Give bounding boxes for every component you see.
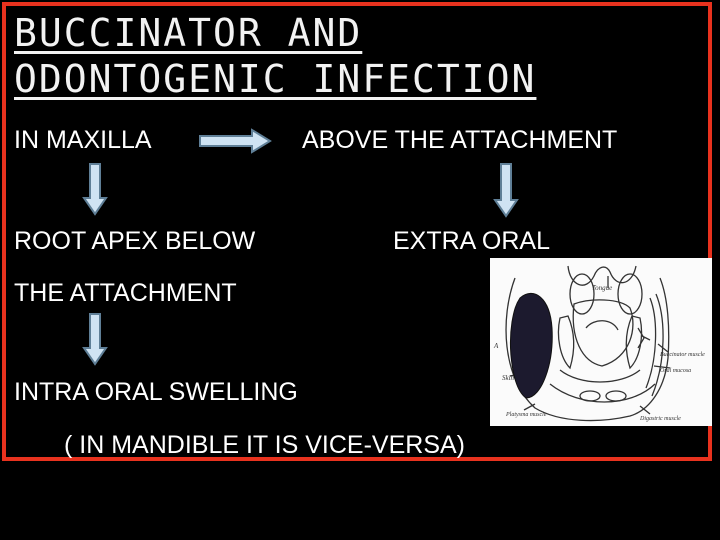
text-root-apex-below: ROOT APEX BELOW xyxy=(14,227,256,255)
slide-title xyxy=(14,10,536,102)
label-buccinator: Buccinator muscle xyxy=(660,352,705,358)
text-mandible-note: ( IN MANDIBLE IT IS VICE-VERSA) xyxy=(64,431,466,459)
down-arrow-icon-maxilla xyxy=(82,162,108,216)
text-above-attachment: ABOVE THE ATTACHMENT xyxy=(302,126,618,154)
abscess-shape xyxy=(511,293,553,398)
text-the-attachment: THE ATTACHMENT xyxy=(14,279,237,307)
title-line-1: BUCCINATOR AND xyxy=(14,11,363,55)
label-tongue: Tongue xyxy=(591,284,613,292)
buccinator-cross-section-figure xyxy=(490,258,712,426)
down-arrow-icon-root-apex xyxy=(82,312,108,366)
title-line-2: ODONTOGENIC INFECTION xyxy=(14,57,537,101)
label-digastric: Digastric muscle xyxy=(640,416,681,422)
down-arrow-icon-attachment xyxy=(493,162,519,218)
label-oral-mucosa: Oral mucosa xyxy=(660,368,692,374)
label-letter-a: A xyxy=(494,342,499,350)
text-extra-oral: EXTRA ORAL xyxy=(393,227,550,255)
right-arrow-icon xyxy=(198,128,272,154)
text-intra-oral-swelling: INTRA ORAL SWELLING xyxy=(14,378,298,406)
label-skin: Skin xyxy=(502,374,515,382)
text-in-maxilla: IN MAXILLA xyxy=(14,126,152,154)
label-platysma: Platysma muscle xyxy=(506,412,547,418)
